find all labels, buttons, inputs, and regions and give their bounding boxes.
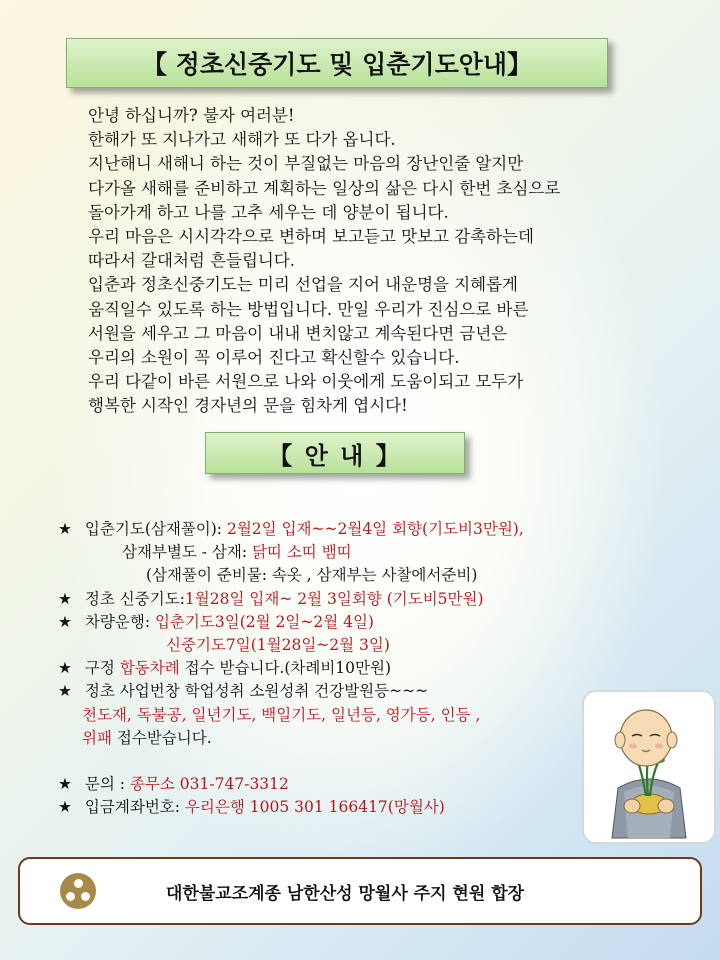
notice-heading: 【 안 내 】 (205, 432, 465, 474)
contact-label: 문의 : (80, 775, 130, 794)
intro-line: 우리 다같이 바른 서원으로 나와 이웃에게 도움이되고 모두가 (88, 372, 524, 392)
star-icon: ★ (58, 520, 72, 538)
rites-tail: 접수받습니다. (111, 728, 212, 747)
samjae-label: 삼재부별도 - 삼재: (122, 543, 253, 562)
account-label: 입금계좌번호: (80, 798, 185, 817)
spacer (58, 750, 618, 773)
star-icon: ★ (58, 682, 72, 701)
intro-line: 지난해니 새해니 하는 것이 부질없는 마음의 장난인줄 알지만 (88, 154, 524, 174)
gujeong-tail: 접수 받습니다.(차례비10만원) (179, 659, 392, 678)
intro-line: 서원을 세우고 그 마음이 내내 변치않고 계속된다면 금년은 (88, 323, 508, 343)
intro-line: 안녕 하십니까? 불자 여러분! (88, 106, 295, 125)
contact-value: 종무소 031-747-3312 (129, 775, 289, 794)
contact-row (58, 773, 618, 796)
jeongcho-row (58, 588, 618, 611)
notice-details (58, 518, 618, 819)
ipchun-value: 2월2일 입재~~2월4일 회향(기도비3만원), (226, 520, 524, 538)
intro-line: 움직일수 있도록 하는 방법입니다. 만일 우리가 진심으로 바른 (88, 299, 529, 319)
intro-line: 행복한 시작인 경자년의 문을 힘차게 엽시다! (88, 396, 408, 416)
star-icon: ★ (58, 612, 72, 631)
intro-line: 우리의 소원이 꼭 이루어 진다고 확신할수 있습니다. (88, 348, 460, 368)
intro-line: 입춘과 정초신중기도는 미리 선업을 지어 내운명을 지혜롭게 (88, 275, 518, 295)
account-value: 우리은행 1005 301 166417(망월사) (184, 798, 445, 817)
star-icon: ★ (58, 659, 72, 678)
star-icon: ★ (58, 589, 72, 608)
vehicle-row-2 (58, 634, 618, 657)
intro-line: 다가올 새해를 준비하고 계획하는 일상의 삶은 다시 한번 초심으로 (88, 178, 561, 198)
footer-text: 대한불교조계종 남한산성 망월사 주지 현원 합장 (166, 883, 525, 904)
intro-line: 한해가 또 지나가고 새해가 또 다가 옵니다. (88, 130, 396, 150)
rites-row-2 (58, 727, 618, 750)
intro-line: 우리 마음은 시시각각으로 변하며 보고듣고 맛보고 감촉하는데 (88, 227, 534, 247)
star-icon: ★ (58, 775, 72, 794)
vehicle-row (58, 611, 618, 634)
intro-line: 따라서 갈대처럼 흔들립니다. (88, 251, 296, 271)
intro-message (88, 104, 688, 419)
vehicle-value-2: 신중기도7일(1월28일~2월 3일) (166, 635, 390, 654)
samjae-note: (삼재풀이 준비물: 속옷 , 삼재부는 사찰에서준비) (146, 566, 478, 585)
account-row (58, 796, 618, 819)
page-title: 【 정초신중기도 및 입춘기도안내】 (66, 38, 608, 88)
vehicle-label: 차량운행: (80, 612, 155, 631)
wish-line: 정초 사업번창 학업성취 소원성취 건강발원등~~~ (80, 682, 429, 701)
samjae-row (58, 541, 618, 564)
rites-row (58, 704, 618, 727)
jeongcho-value: 1월28일 입재~ 2월 3일회향 (기도비5만원) (184, 589, 484, 608)
samjae-value: 닭띠 소띠 뱀띠 (252, 543, 352, 562)
star-icon: ★ (58, 798, 72, 817)
temple-emblem-icon (60, 873, 96, 909)
monk-icon (584, 692, 714, 842)
gujeong-highlight: 합동차례 (119, 659, 180, 678)
monk-illustration-frame (582, 690, 716, 844)
ipchun-row (58, 518, 618, 541)
rites-list-2: 위패 (82, 728, 112, 747)
gujeong-label: 구정 (80, 659, 120, 678)
footer-signature (18, 857, 702, 925)
vehicle-value-1: 입춘기도3일(2월 2일~2월 4일) (154, 612, 374, 631)
jeongcho-label: 정초 신중기도: (80, 589, 185, 608)
intro-line: 돌아가게 하고 나를 고추 세우는 데 양분이 됩니다. (88, 202, 449, 222)
gujeong-row (58, 657, 618, 680)
rites-list: 천도재, 독불공, 일년기도, 백일기도, 일년등, 영가등, 인등 , (82, 705, 481, 724)
ipchun-label: 입춘기도(삼재풀이): (80, 520, 227, 538)
wish-row (58, 680, 618, 703)
